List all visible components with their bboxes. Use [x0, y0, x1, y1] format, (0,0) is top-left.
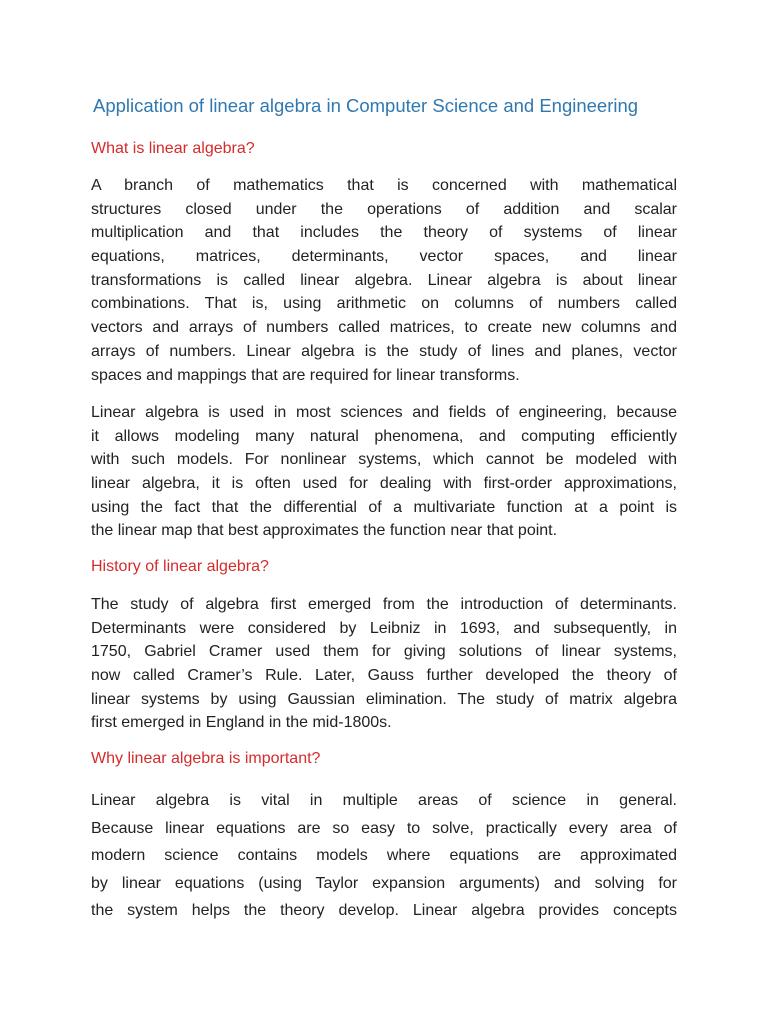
text-line: The study of algebra first emerged from the introduction of determinants.: [91, 596, 677, 613]
text-line: Determinants were considered by Leibniz in 1693, and subsequently, in: [91, 619, 677, 637]
text-line: the linear map that best approximates the function near that point.: [91, 522, 558, 540]
paragraph-uses: [91, 401, 677, 543]
text-line: Linear algebra is vital in multiple areas of science in general.: [91, 792, 677, 809]
document-title: Application of linear algebra in Computer Science and Engineering: [93, 95, 639, 116]
text-line: spaces and mappings that are required for linear transforms.: [91, 366, 520, 384]
text-line: arrays of numbers. Linear algebra is the study of lines and planes, vector: [91, 342, 677, 360]
text-line: transformations is called linear algebra. Linear algebra is about linear: [91, 271, 677, 289]
text-line: combinations. That is, using arithmetic on columns of numbers called: [91, 295, 677, 313]
heading-what-is: What is linear algebra?: [91, 140, 255, 157]
text-line: structures closed under the operations of addition and scalar: [91, 200, 677, 218]
paragraph-importance: [91, 787, 677, 925]
text-line: linear systems by using Gaussian elimination. The study of matrix algebra: [91, 690, 677, 708]
text-line: using the fact that the differential of a multivariate function at a point is: [91, 498, 677, 516]
text-line: vectors and arrays of numbers called matrices, to create new columns and: [91, 319, 677, 337]
text-line: equations, matrices, determinants, vector spaces, and linear: [91, 248, 677, 266]
heading-history: History of linear algebra?: [91, 558, 269, 575]
text-line: modern science contains models where equations are approximated: [91, 847, 677, 864]
paragraph-definition: [91, 174, 677, 387]
text-line: linear algebra, it is often used for dealing with first-order approximations,: [91, 475, 677, 493]
text-line: Linear algebra is used in most sciences and fields of engineering, because: [91, 404, 677, 421]
heading-importance: Why linear algebra is important?: [91, 750, 321, 767]
text-line: A branch of mathematics that is concerned with mathematical: [91, 177, 677, 194]
text-line: multiplication and that includes the theory of systems of linear: [91, 224, 677, 242]
text-line: first emerged in England in the mid-1800s.: [91, 714, 392, 732]
paragraph-history: [91, 593, 677, 735]
text-line: with such models. For nonlinear systems, which cannot be modeled with: [91, 451, 677, 469]
text-line: it allows modeling many natural phenomena, and computing efficiently: [91, 427, 677, 445]
text-line: Because linear equations are so easy to solve, practically every area of: [91, 819, 677, 837]
text-line: the system helps the theory develop. Linear algebra provides concepts: [91, 902, 677, 919]
text-line: now called Cramer’s Rule. Later, Gauss further developed the theory of: [91, 667, 677, 685]
text-line: by linear equations (using Taylor expansion arguments) and solving for: [91, 874, 677, 892]
text-line: 1750, Gabriel Cramer used them for giving solutions of linear systems,: [91, 643, 677, 661]
